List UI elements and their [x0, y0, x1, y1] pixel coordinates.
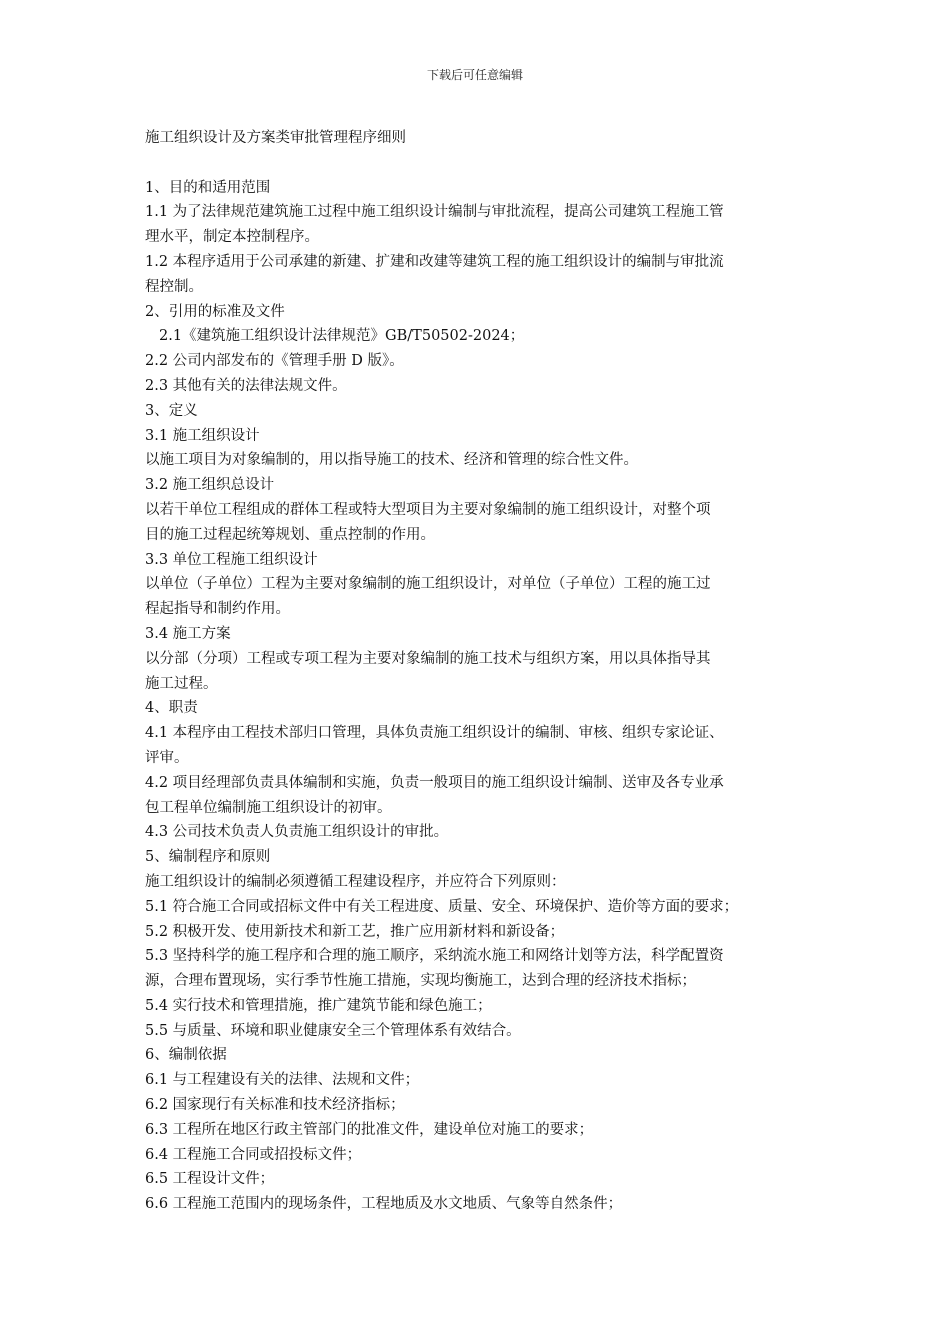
body-line: 5.4 实行技术和管理措施，推广建筑节能和绿色施工；	[145, 997, 492, 1014]
body-line: 施工组织设计的编制必须遵循工程建设程序，并应符合下列原则：	[145, 873, 566, 890]
body-line: 5、编制程序和原则	[145, 849, 271, 866]
body-line: 源，合理布置现场，实行季节性施工措施，实现均衡施工，达到合理的经济技术指标；	[145, 973, 696, 990]
body-line: 6.3 工程所在地区行政主管部门的批准文件，建设单位对施工的要求；	[145, 1121, 594, 1138]
body-line: 1.2 本程序适用于公司承建的新建、扩建和改建等建筑工程的施工组织设计的编制与审批流	[145, 253, 724, 270]
body-line: 6.6 工程施工范围内的现场条件，工程地质及水文地质、气象等自然条件；	[145, 1196, 623, 1213]
body-line: 程起指导和制约作用。	[145, 601, 290, 618]
body-line: 5.5 与质量、环境和职业健康安全三个管理体系有效结合。	[145, 1022, 521, 1039]
body-line: 3.1 施工组织设计	[145, 427, 260, 444]
body-line: 3.4 施工方案	[145, 625, 231, 642]
body-line: 5.2 积极开发、使用新技术和新工艺，推广应用新材料和新设备；	[145, 923, 565, 940]
body-line: 6.1 与工程建设有关的法律、法规和文件；	[145, 1072, 420, 1089]
body-line: 5.3 坚持科学的施工程序和合理的施工顺序，采纳流水施工和网络计划等方法，科学配置资	[145, 948, 724, 965]
body-line: 包工程单位编制施工组织设计的初审。	[145, 799, 392, 816]
body-line: 4.1 本程序由工程技术部归口管理，具体负责施工组织设计的编制、审核、组织专家论证、	[145, 725, 724, 742]
body-line: 6、编制依据	[145, 1047, 227, 1064]
body-line: 施工过程。	[145, 675, 218, 692]
document-body	[145, 126, 815, 1217]
body-line: 评审。	[145, 749, 189, 766]
body-line: 理水平，制定本控制程序。	[145, 229, 319, 246]
body-line: 以分部（分项）工程或专项工程为主要对象编制的施工技术与组织方案，用以具体指导其	[145, 650, 711, 667]
body-line: 以施工项目为对象编制的，用以指导施工的技术、经济和管理的综合性文件。	[145, 452, 638, 469]
body-line: 3.2 施工组织总设计	[145, 477, 275, 494]
body-line: 3、定义	[145, 402, 198, 419]
body-line: 以单位（子单位）工程为主要对象编制的施工组织设计，对单位（子单位）工程的施工过	[145, 576, 711, 593]
body-line: 6.5 工程设计文件；	[145, 1171, 275, 1188]
body-line: 程控制。	[145, 278, 203, 295]
body-line: 5.1 符合施工合同或招标文件中有关工程进度、质量、安全、环境保护、造价等方面的要求；	[145, 898, 739, 915]
body-line: 4、职责	[145, 700, 198, 717]
body-line: 6.2 国家现行有关标准和技术经济指标；	[145, 1097, 405, 1114]
body-line: 2.3 其他有关的法律法规文件。	[145, 377, 347, 394]
body-line: 6.4 工程施工合同或招投标文件；	[145, 1146, 362, 1163]
body-line: 2.2 公司内部发布的《管理手册 D 版》。	[145, 353, 404, 370]
body-line: 3.3 单位工程施工组织设计	[145, 551, 318, 568]
body-line: 2、引用的标准及文件	[145, 303, 285, 320]
body-line: 4.2 项目经理部负责具体编制和实施，负责一般项目的施工组织设计编制、送审及各专业承	[145, 774, 724, 791]
body-line: 1、目的和适用范围	[145, 179, 271, 196]
document-title: 施工组织设计及方案类审批管理程序细则	[145, 130, 406, 146]
body-line: 以若干单位工程组成的群体工程或特大型项目为主要对象编制的施工组织设计，对整个项	[145, 501, 711, 518]
body-line: 1.1 为了法律规范建筑施工过程中施工组织设计编制与审批流程，提高公司建筑工程施工管	[145, 204, 724, 221]
page-header: 下载后可任意编辑	[426, 68, 523, 82]
body-line: 4.3 公司技术负责人负责施工组织设计的审批。	[145, 824, 449, 841]
body-line: 目的施工过程起统筹规划、重点控制的作用。	[145, 526, 435, 543]
body-line: 2.1《建筑施工组织设计法律规范》GB/T50502-2024；	[159, 328, 525, 345]
